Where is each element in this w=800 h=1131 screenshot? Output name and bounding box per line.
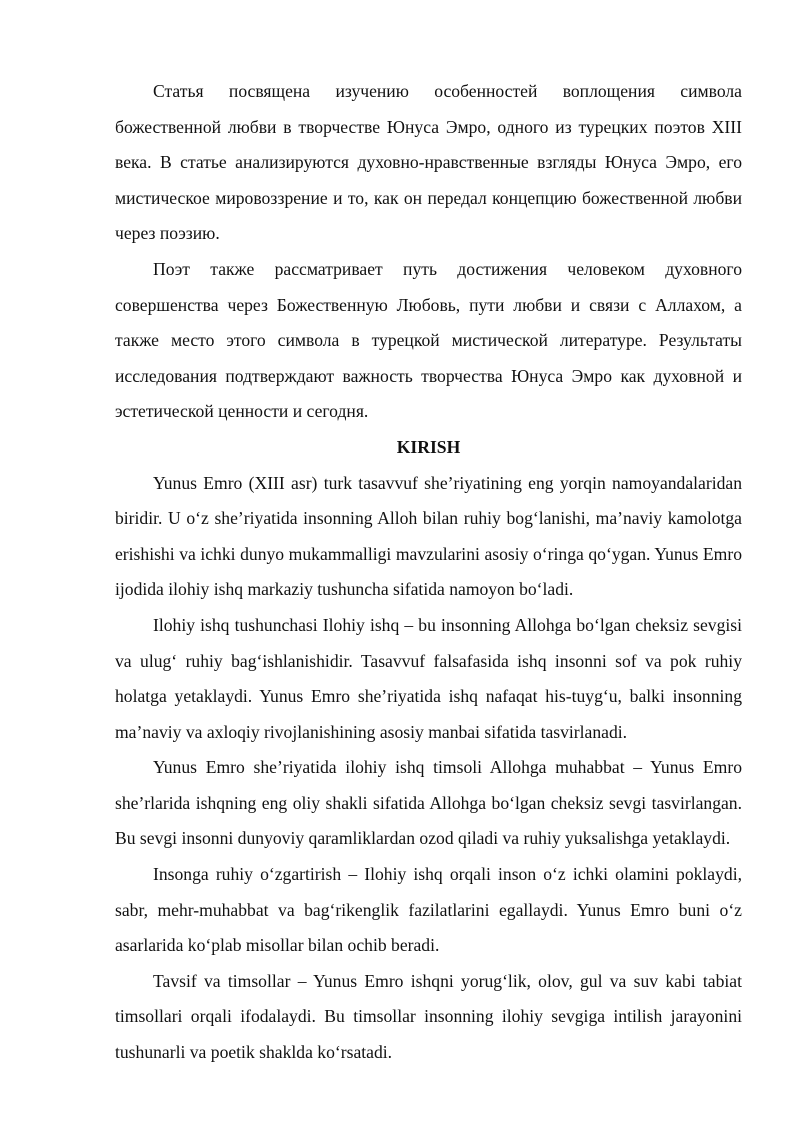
section-heading: KIRISH xyxy=(396,436,461,457)
body-paragraph-4: Insonga ruhiy o‘zgartirish – Ilohiy ishq orqali inson o‘z ichki olamini poklaydi, sabr, mehr-muhabbat va bag‘rikenglik fazilatlarini egallaydi. Yunus Emro buni o‘z asarlarida ko‘plab misollar bilan ochib beradi. xyxy=(115,864,742,956)
body-paragraph-5: Tavsif va timsollar – Yunus Emro ishqni yorug‘lik, olov, gul va suv kabi tabiat timsollari orqali ifodalaydi. Bu timsollar insonning ilohiy sevgiga intilish jarayonini tushunarli va poetik shaklda ko‘rsatadi. xyxy=(115,970,742,1063)
document-page xyxy=(115,74,742,1071)
body-paragraph-2: Ilohiy ishq tushunchasi Ilohiy ishq – bu insonning Allohga bo‘lgan cheksiz sevgisi va ulug‘ ruhiy bag‘ishlanishidir. Tasavvuf falsafasida ishq insonni sof va pok ruhiy holatga yetaklaydi. Yunus Emro she’riyatida ishq nafaqat his-tuyg‘u, balki insonning ma’naviy va axloqiy rivojlanishining asosiy manbai sifatida tasvirlanadi. xyxy=(115,614,742,742)
abstract-paragraph-1: Статья посвящена изучению особенностей воплощения символа божественной любви в творчестве Юнуса Эмро, одного из турецких поэтов XIII века. В статье анализируются духовно-нравственные взгляды Юнуса Эмро, его мистическое мировоззрение и то, как он передал концепцию божественной любви через поэзию. xyxy=(115,81,742,244)
body-paragraph-3: Yunus Emro she’riyatida ilohiy ishq timsoli Allohga muhabbat – Yunus Emro she’rlarida ishqning eng oliy shakli sifatida Allohga bo‘lgan cheksiz sevgi tasvirlangan. Bu sevgi insonni dunyoviy qaramliklardan ozod qiladi va ruhiy yuksalishga yetaklaydi. xyxy=(115,757,742,849)
abstract-paragraph-2: Поэт также рассматривает путь достижения человеком духовного совершенства через Божественную Любовь, пути любви и связи с Аллахом, а также место этого символа в турецкой мистической литературе. Результаты исследования подтверждают важность творчества Юнуса Эмро как духовной и эстетической ценности и сегодня. xyxy=(115,258,742,422)
body-paragraph-1: Yunus Emro (XIII asr) turk tasavvuf she’riyatining eng yorqin namoyandalaridan biridir. U o‘z she’riyatida insonning Alloh bilan ruhiy bog‘lanishi, ma’naviy kamolotga erishishi va ichki dunyo mukammalligi mavzularini asosiy o‘ringa qo‘ygan. Yunus Emro ijodida ilohiy ishq markaziy tushuncha sifatida namoyon bo‘ladi. xyxy=(115,472,742,600)
